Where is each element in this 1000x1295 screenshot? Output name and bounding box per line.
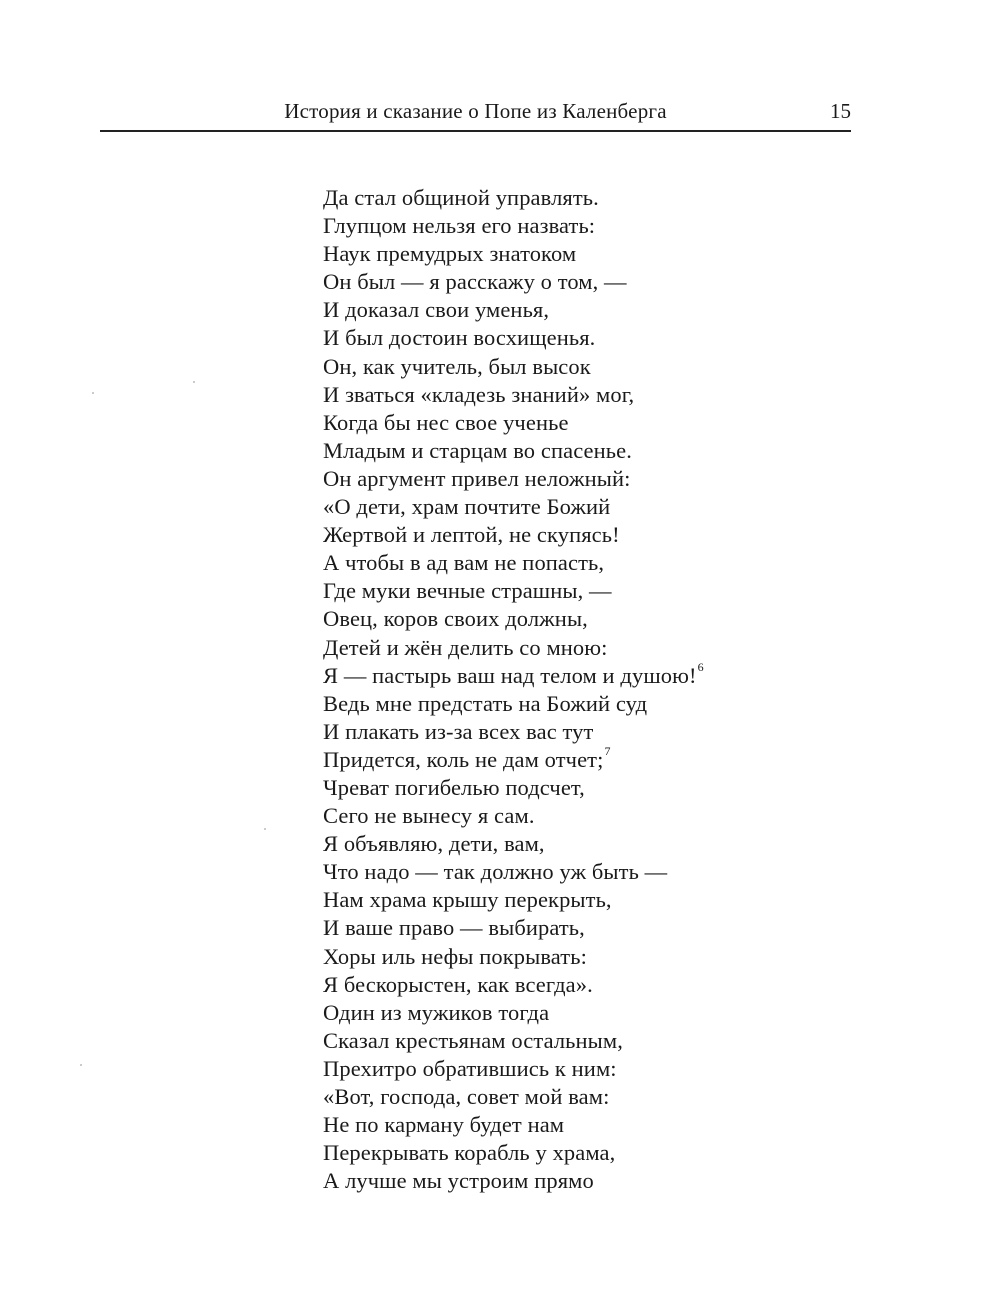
verse-text: И был достоин восхищенья. xyxy=(323,325,596,351)
running-title: История и сказание о Попе из Каленберга xyxy=(284,99,667,123)
verse-text: Сказал крестьянам остальным, xyxy=(323,1027,623,1053)
verse-line xyxy=(323,690,704,718)
verse-text: И зваться «кладезь знаний» мог, xyxy=(323,381,635,407)
verse-text: Наук премудрых знатоком xyxy=(323,241,577,267)
footnote-marker[interactable]: 6 xyxy=(697,660,704,675)
verse-line xyxy=(323,662,704,690)
verse-text: Хоры иль нефы покрывать: xyxy=(323,943,587,969)
verse-text: Придется, коль не дам отчет; xyxy=(323,746,604,772)
scan-speck xyxy=(92,392,94,394)
verse-text: Младым и старцам во спасенье. xyxy=(323,437,632,463)
verse-text: Я — пастырь ваш над телом и душою! xyxy=(323,662,697,688)
verse-text: Что надо — так должно уж быть — xyxy=(323,859,668,885)
verse-line xyxy=(323,746,704,774)
verse-line xyxy=(323,549,704,577)
verse-line xyxy=(323,971,704,999)
verse-line xyxy=(323,324,704,352)
verse-text: Он был — я расскажу о том, — xyxy=(323,269,627,295)
verse-text: Жертвой и лептой, не скупясь! xyxy=(323,522,620,548)
header-rule xyxy=(100,130,851,132)
verse-line xyxy=(323,1167,704,1195)
verse-line xyxy=(323,914,704,942)
verse-text: И ваше право — выбирать, xyxy=(323,915,585,941)
verse-line xyxy=(323,184,704,212)
verse-text: Я объявляю, дети, вам, xyxy=(323,831,545,857)
verse-text: «О дети, храм почтите Божий xyxy=(323,494,611,520)
verse-line xyxy=(323,858,704,886)
page-header xyxy=(100,96,851,130)
verse-text: Глупцом нельзя его назвать: xyxy=(323,213,596,239)
verse-text: И доказал свои уменья, xyxy=(323,297,550,323)
verse-text: Сего не вынесу я сам. xyxy=(323,803,535,829)
verse-text: Овец, коров своих должны, xyxy=(323,606,588,632)
verse-text: Нам храма крышу перекрыть, xyxy=(323,887,612,913)
scan-speck xyxy=(264,828,266,830)
scan-speck xyxy=(80,1064,82,1066)
verse-text: Один из мужиков тогда xyxy=(323,999,550,1025)
verse-line xyxy=(323,240,704,268)
verse-line xyxy=(323,381,704,409)
verse-line xyxy=(323,886,704,914)
verse-text: Он аргумент привел неложный: xyxy=(323,465,631,491)
verse-text: Чреват погибелью подсчет, xyxy=(323,774,585,800)
verse-line xyxy=(323,943,704,971)
verse-line xyxy=(323,437,704,465)
verse-line xyxy=(323,577,704,605)
verse-text: А чтобы в ад вам не попасть, xyxy=(323,550,605,576)
verse-text: Прехитро обратившись к ним: xyxy=(323,1055,617,1081)
verse-line xyxy=(323,1111,704,1139)
verse-text: Когда бы нес свое ученье xyxy=(323,409,569,435)
verse-line xyxy=(323,296,704,324)
verse-text: Не по карману будет нам xyxy=(323,1112,565,1138)
verse-line xyxy=(323,1139,704,1167)
verse-text: Да стал общиной управлять. xyxy=(323,185,599,210)
verse-text: Ведь мне предстать на Божий суд xyxy=(323,690,648,716)
verse-text: Я бескорыстен, как всегда». xyxy=(323,971,593,997)
poem xyxy=(323,184,704,1195)
verse-text: Перекрывать корабль у храма, xyxy=(323,1140,616,1166)
verse-line xyxy=(323,1055,704,1083)
verse-text: Он, как учитель, был высок xyxy=(323,353,591,379)
verse-text: Где муки вечные страшны, — xyxy=(323,578,612,604)
verse-line xyxy=(323,802,704,830)
scan-speck xyxy=(193,381,195,383)
verse-line xyxy=(323,1083,704,1111)
verse-line xyxy=(323,212,704,240)
verse-line xyxy=(323,409,704,437)
verse-line xyxy=(323,774,704,802)
verse-line xyxy=(323,999,704,1027)
verse-line xyxy=(323,465,704,493)
verse-line xyxy=(323,634,704,662)
verse-line xyxy=(323,353,704,381)
verse-line xyxy=(323,605,704,633)
verse-text: А лучше мы устроим прямо xyxy=(323,1168,594,1194)
verse-line xyxy=(323,830,704,858)
verse-line xyxy=(323,493,704,521)
verse-text: «Вот, господа, совет мой вам: xyxy=(323,1084,610,1109)
verse-line xyxy=(323,1027,704,1055)
verse-line xyxy=(323,268,704,296)
verse-text: Детей и жён делить со мною: xyxy=(323,634,608,660)
verse-line xyxy=(323,521,704,549)
verse-text: И плакать из-за всех вас тут xyxy=(323,718,594,744)
page-number: 15 xyxy=(830,99,851,123)
footnote-marker[interactable]: 7 xyxy=(604,744,611,759)
verse-line xyxy=(323,718,704,746)
